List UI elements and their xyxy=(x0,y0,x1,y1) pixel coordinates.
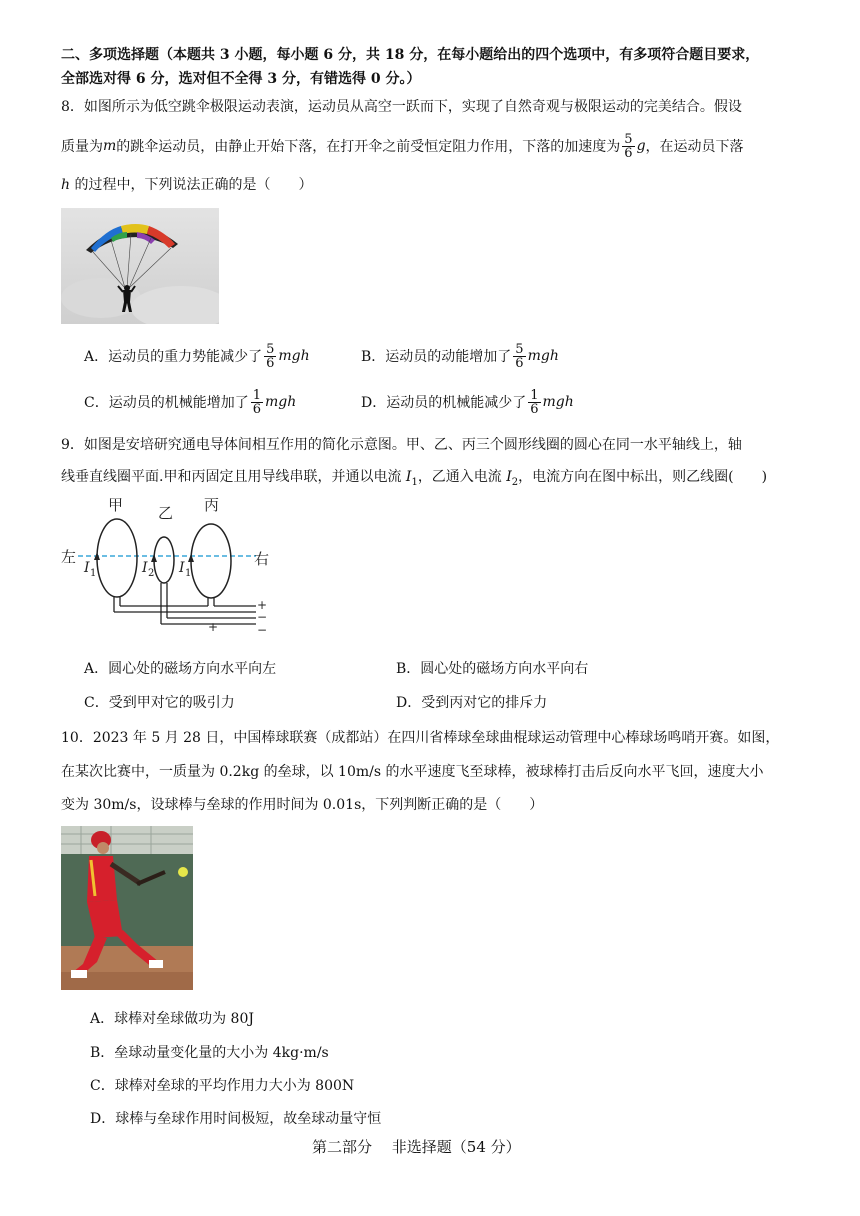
plus-terminal-1: + xyxy=(257,598,268,612)
plus-terminal-2: + xyxy=(208,620,219,634)
label-left: 左 xyxy=(61,548,77,566)
svg-text:2: 2 xyxy=(148,568,155,579)
label-I1-bing: I xyxy=(179,560,185,576)
q10-option-b: B．垒球动量变化量的大小为 4kg·m/s xyxy=(90,1045,329,1061)
label-bing: 丙 xyxy=(204,496,220,514)
minus-terminal-1: − xyxy=(257,610,268,624)
label-jia: 甲 xyxy=(108,496,124,514)
q8-line2: 质量为 m 的跳伞运动员，由静止开始下落，在打开伞之前受恒定阻力作用，下落的加速度为 $\frac{5}{6}$ g ，在运动员下落 xyxy=(61,131,744,161)
q8-option-a: A．运动员的重力势能减少了 $\frac{5}{6}$ mgh xyxy=(84,341,310,371)
label-right: 右 xyxy=(254,550,270,568)
q8-accel-fraction: $\frac{5}{6}$ xyxy=(624,131,633,161)
q10-line3: 变为 30m/s，设球棒与垒球的作用时间为 0.01s，下列判断正确的是（ ） xyxy=(61,797,544,813)
q9-option-d: D．受到丙对它的排斥力 xyxy=(396,695,548,711)
q9-option-b: B．圆心处的磁场方向水平向右 xyxy=(396,661,589,677)
svg-text:1: 1 xyxy=(185,568,192,579)
q9-line1: 9．如图是安培研究通电导体间相互作用的简化示意图。甲、乙、丙三个圆形线圈的圆心在同一水平轴线上，轴 xyxy=(61,437,742,453)
q8-option-c: C．运动员的机械能增加了 $\frac{1}{6}$ mgh xyxy=(84,387,297,417)
minus-terminal-2: − xyxy=(257,623,268,637)
q8-option-d: D．运动员的机械能减少了 $\frac{1}{6}$ mgh xyxy=(361,387,574,417)
q9-line2: 线垂直线圈平面.甲和丙固定且用导线串联，并通以电流 $I_1$，乙通入电流 $I_2$，电流方向在图中标出，则乙线圈( ) xyxy=(61,469,768,488)
label-yi: 乙 xyxy=(158,504,174,522)
softball-photo xyxy=(61,826,193,990)
svg-text:1: 1 xyxy=(90,568,97,579)
label-I1-jia: I xyxy=(84,560,90,576)
q9-option-a: A．圆心处的磁场方向水平向左 xyxy=(84,661,277,677)
q10-option-d: D．球棒与垒球作用时间极短，故垒球动量守恒 xyxy=(90,1111,382,1127)
q8-line3: h 的过程中，下列说法正确的是（ ） xyxy=(61,177,313,193)
q10-line2: 在某次比赛中，一质量为 0.2kg 的垒球，以 10m/s 的水平速度飞至球棒，被球棒打击后反向水平飞回，速度大小 xyxy=(61,764,764,780)
parachute-photo xyxy=(61,208,219,324)
part2-heading: 第二部分 非选择题（54 分） xyxy=(312,1138,521,1156)
label-I2-yi: I xyxy=(142,560,148,576)
coil-jia xyxy=(97,519,137,597)
q10-line1: 10．2023 年 5 月 28 日，中国棒球联赛（成都站）在四川省棒球垒球曲棍球运动管理中心棒球场鸣哨开赛。如图， xyxy=(61,730,780,746)
q10-option-c: C．球棒对垒球的平均作用力大小为 800N xyxy=(90,1078,355,1094)
q8-option-b: B．运动员的动能增加了 $\frac{5}{6}$ mgh xyxy=(361,341,559,371)
q10-option-a: A．球棒对垒球做功为 80J xyxy=(90,1011,254,1027)
coil-yi xyxy=(154,537,174,583)
q9-option-c: C．受到甲对它的吸引力 xyxy=(84,695,235,711)
section-header-line2: 全部选对得 6 分，选对但不全得 3 分，有错选得 0 分。） xyxy=(61,71,421,87)
coil-diagram xyxy=(58,494,278,646)
section-header-line1: 二、多项选择题（本题共 3 小题，每小题 6 分，共 18 分，在每小题给出的四个选项中，有多项符合题目要求， xyxy=(61,47,760,63)
q8-line1: 8．如图所示为低空跳伞极限运动表演，运动员从高空一跃而下，实现了自然奇观与极限运动的完美结合。假设 xyxy=(61,99,742,115)
coil-bing xyxy=(191,524,231,598)
